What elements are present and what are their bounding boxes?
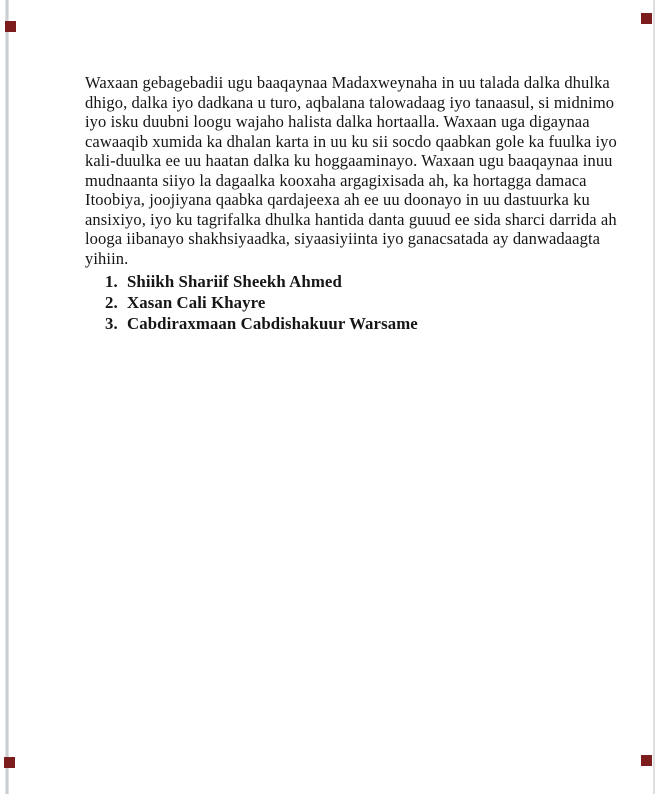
body-paragraph [85, 73, 617, 268]
list-item-number: 3. [105, 313, 118, 333]
paragraph-line: Itoobiya, joojiyana qaabka qardajeexa ah ee uu doonayo in uu dastuurka ku [85, 190, 590, 209]
paragraph-line: looga iibanayo shakhsiyaadka, siyaasiyiinta iyo ganacsatada ay danwadaagta [85, 229, 601, 248]
list-item [105, 272, 418, 293]
paragraph-line: kali-duulka ee uu haatan dalka ku hoggaaminayo. Waxaan ugu baaqaynaa inuu [85, 151, 613, 170]
paragraph-line: iyo isku duubni loogu wajaho halista dalka hortaalla. Waxaan uga digaynaa [85, 112, 590, 131]
paragraph-line: Waxaan gebagebadii ugu baaqaynaa Madaxweynaha in uu talada dalka dhulka [85, 73, 610, 92]
signatories-list [105, 272, 418, 334]
paragraph-line: ansixiyo, iyo ku tagrifalka dhulka hantida danta guuud ee sida sharci darrida ah [85, 209, 617, 229]
list-item-number: 1. [105, 272, 118, 291]
paragraph-line: cawaaqib xumida ka dhalan karta in uu ku sii socdo qaabkan gole ka fuulka iyo [85, 131, 617, 151]
corner-marker-bottom-right [641, 755, 652, 766]
list-item-name: Cabdiraxmaan Cabdishakuur Warsame [127, 313, 418, 333]
list-item [105, 293, 418, 314]
corner-marker-bottom-left [4, 757, 15, 768]
list-item [105, 314, 418, 335]
paragraph-line: yihiin. [85, 248, 129, 268]
paragraph-line: mudnaanta siiyo la dagaalka kooxaha argagixisada ah, ka hortagga damaca [85, 170, 587, 190]
corner-marker-top-right [641, 13, 652, 24]
page-edge-left [5, 0, 9, 794]
list-item-name: Shiikh Shariif Sheekh Ahmed [127, 272, 342, 291]
page-edge-right [653, 0, 655, 794]
list-item-name: Xasan Cali Khayre [127, 292, 266, 312]
list-item-number: 2. [105, 292, 118, 312]
corner-marker-top-left [5, 21, 16, 32]
paragraph-line: dhigo, dalka iyo dadkana u turo, aqbalana talowadaag iyo tanaasul, si midnimo [85, 92, 615, 112]
